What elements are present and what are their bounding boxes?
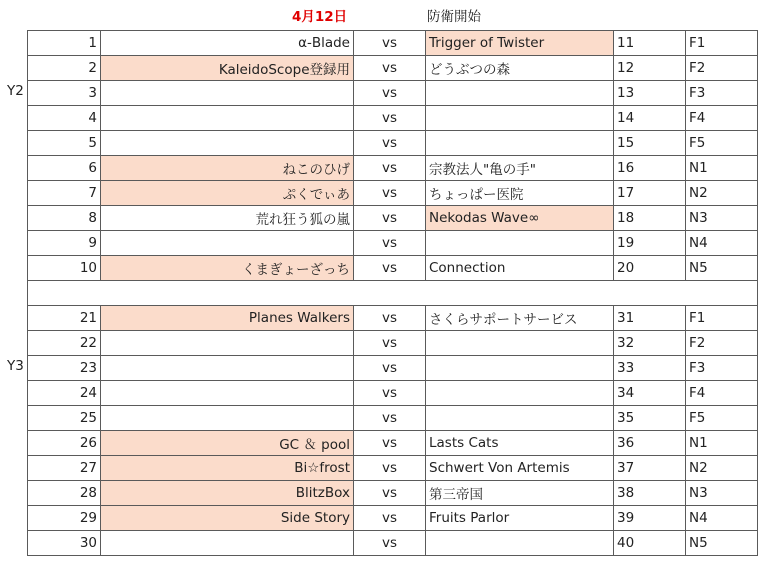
- opponent-name-cell[interactable]: [426, 81, 614, 106]
- opponent-number-cell[interactable]: 39: [614, 506, 686, 531]
- row-number-cell[interactable]: 2: [28, 56, 101, 81]
- defense-start-note: 防衛開始: [427, 9, 481, 25]
- table-row: [28, 431, 758, 456]
- opponent-number-cell[interactable]: 12: [614, 56, 686, 81]
- slot-cell[interactable]: F3: [686, 81, 758, 106]
- opponent-name-cell[interactable]: 宗教法人"亀の手": [426, 156, 614, 181]
- vs-cell[interactable]: vs: [354, 481, 426, 506]
- table-row: [28, 256, 758, 281]
- row-number-cell[interactable]: 27: [28, 456, 101, 481]
- vs-cell[interactable]: vs: [354, 381, 426, 406]
- team-name-cell[interactable]: [101, 131, 354, 156]
- opponent-name-cell[interactable]: Nekodas Wave∞: [426, 206, 614, 231]
- table-row: [28, 106, 758, 131]
- opponent-name-cell[interactable]: Trigger of Twister: [426, 31, 614, 56]
- separator-cell[interactable]: [28, 281, 758, 306]
- team-name-cell[interactable]: [101, 531, 354, 556]
- team-name-cell[interactable]: [101, 231, 354, 256]
- opponent-name-cell[interactable]: [426, 381, 614, 406]
- opponent-name-cell[interactable]: [426, 531, 614, 556]
- opponent-number-cell[interactable]: 31: [614, 306, 686, 331]
- team-name-cell[interactable]: GC ＆ pool: [101, 431, 354, 456]
- slot-cell[interactable]: N3: [686, 481, 758, 506]
- row-number-cell[interactable]: 9: [28, 231, 101, 256]
- opponent-number-cell[interactable]: 40: [614, 531, 686, 556]
- slot-cell[interactable]: F3: [686, 356, 758, 381]
- vs-cell[interactable]: vs: [354, 356, 426, 381]
- row-number-cell[interactable]: 30: [28, 531, 101, 556]
- vs-cell[interactable]: vs: [354, 456, 426, 481]
- opponent-number-cell[interactable]: 34: [614, 381, 686, 406]
- slot-cell[interactable]: N2: [686, 456, 758, 481]
- team-name-cell[interactable]: 荒れ狂う狐の嵐: [101, 206, 354, 231]
- slot-cell[interactable]: F4: [686, 106, 758, 131]
- slot-cell[interactable]: N5: [686, 531, 758, 556]
- group-label-y3: Y3: [7, 358, 24, 374]
- slot-cell[interactable]: N1: [686, 156, 758, 181]
- opponent-number-cell[interactable]: 20: [614, 256, 686, 281]
- table-row: [28, 306, 758, 331]
- team-name-cell[interactable]: KaleidoScope登録用: [101, 56, 354, 81]
- table-row: [28, 481, 758, 506]
- row-number-cell[interactable]: 10: [28, 256, 101, 281]
- row-number-cell[interactable]: 6: [28, 156, 101, 181]
- opponent-number-cell[interactable]: 18: [614, 206, 686, 231]
- group-label-y2: Y2: [7, 83, 24, 99]
- date-header: 4月12日: [292, 9, 348, 25]
- opponent-name-cell[interactable]: どうぶつの森: [426, 56, 614, 81]
- row-number-cell[interactable]: 8: [28, 206, 101, 231]
- team-name-cell[interactable]: ねこのひげ: [101, 156, 354, 181]
- table-row: [28, 456, 758, 481]
- opponent-number-cell[interactable]: 33: [614, 356, 686, 381]
- vs-cell[interactable]: vs: [354, 206, 426, 231]
- slot-cell[interactable]: N4: [686, 506, 758, 531]
- slot-cell[interactable]: F5: [686, 406, 758, 431]
- separator-row: [28, 281, 758, 306]
- table-row: [28, 356, 758, 381]
- team-name-cell[interactable]: α-Blade: [101, 31, 354, 56]
- team-name-cell[interactable]: BlitzBox: [101, 481, 354, 506]
- opponent-number-cell[interactable]: 15: [614, 131, 686, 156]
- team-name-cell[interactable]: ぷくでぃあ: [101, 181, 354, 206]
- opponent-name-cell[interactable]: ちょっぱー医院: [426, 181, 614, 206]
- row-number-cell[interactable]: 22: [28, 331, 101, 356]
- team-name-cell[interactable]: [101, 331, 354, 356]
- slot-cell[interactable]: F5: [686, 131, 758, 156]
- table-row: [28, 406, 758, 431]
- opponent-name-cell[interactable]: [426, 356, 614, 381]
- row-number-cell[interactable]: 28: [28, 481, 101, 506]
- table-row: [28, 331, 758, 356]
- row-number-cell[interactable]: 5: [28, 131, 101, 156]
- row-number-cell[interactable]: 3: [28, 81, 101, 106]
- table-row: [28, 381, 758, 406]
- opponent-number-cell[interactable]: 14: [614, 106, 686, 131]
- opponent-number-cell[interactable]: 35: [614, 406, 686, 431]
- row-number-cell[interactable]: 25: [28, 406, 101, 431]
- slot-cell[interactable]: N3: [686, 206, 758, 231]
- vs-cell[interactable]: vs: [354, 406, 426, 431]
- opponent-name-cell[interactable]: 第三帝国: [426, 481, 614, 506]
- vs-cell[interactable]: vs: [354, 156, 426, 181]
- opponent-number-cell[interactable]: 38: [614, 481, 686, 506]
- vs-cell[interactable]: vs: [354, 31, 426, 56]
- vs-cell[interactable]: vs: [354, 306, 426, 331]
- slot-cell[interactable]: N2: [686, 181, 758, 206]
- row-number-cell[interactable]: 26: [28, 431, 101, 456]
- match-table: [27, 30, 758, 556]
- opponent-number-cell[interactable]: 11: [614, 31, 686, 56]
- team-name-cell[interactable]: Bi☆frost: [101, 456, 354, 481]
- vs-cell[interactable]: vs: [354, 506, 426, 531]
- team-name-cell[interactable]: [101, 106, 354, 131]
- vs-cell[interactable]: vs: [354, 81, 426, 106]
- table-row: [28, 81, 758, 106]
- opponent-number-cell[interactable]: 19: [614, 231, 686, 256]
- team-name-cell[interactable]: Side Story: [101, 506, 354, 531]
- slot-cell[interactable]: F1: [686, 31, 758, 56]
- table-row: [28, 181, 758, 206]
- slot-cell[interactable]: N5: [686, 256, 758, 281]
- row-number-cell[interactable]: 23: [28, 356, 101, 381]
- opponent-name-cell[interactable]: Lasts Cats: [426, 431, 614, 456]
- opponent-name-cell[interactable]: [426, 331, 614, 356]
- vs-cell[interactable]: vs: [354, 256, 426, 281]
- team-name-cell[interactable]: [101, 356, 354, 381]
- table-row: [28, 131, 758, 156]
- row-number-cell[interactable]: 24: [28, 381, 101, 406]
- table-row: [28, 506, 758, 531]
- row-number-cell[interactable]: 29: [28, 506, 101, 531]
- vs-cell[interactable]: vs: [354, 531, 426, 556]
- row-number-cell[interactable]: 7: [28, 181, 101, 206]
- slot-cell[interactable]: F2: [686, 331, 758, 356]
- slot-cell[interactable]: F2: [686, 56, 758, 81]
- table-row: [28, 31, 758, 56]
- row-number-cell[interactable]: 1: [28, 31, 101, 56]
- vs-cell[interactable]: vs: [354, 431, 426, 456]
- team-name-cell[interactable]: [101, 81, 354, 106]
- table-row: [28, 56, 758, 81]
- opponent-name-cell[interactable]: [426, 231, 614, 256]
- opponent-name-cell[interactable]: [426, 131, 614, 156]
- vs-cell[interactable]: vs: [354, 56, 426, 81]
- team-name-cell[interactable]: [101, 406, 354, 431]
- table-row: [28, 531, 758, 556]
- opponent-number-cell[interactable]: 32: [614, 331, 686, 356]
- slot-cell[interactable]: F4: [686, 381, 758, 406]
- slot-cell[interactable]: N4: [686, 231, 758, 256]
- vs-cell[interactable]: vs: [354, 181, 426, 206]
- slot-cell[interactable]: F1: [686, 306, 758, 331]
- slot-cell[interactable]: N1: [686, 431, 758, 456]
- opponent-number-cell[interactable]: 13: [614, 81, 686, 106]
- opponent-name-cell[interactable]: さくらサポートサービス: [426, 306, 614, 331]
- team-name-cell[interactable]: [101, 381, 354, 406]
- table-row: [28, 206, 758, 231]
- opponent-name-cell[interactable]: [426, 106, 614, 131]
- row-number-cell[interactable]: 21: [28, 306, 101, 331]
- vs-cell[interactable]: vs: [354, 131, 426, 156]
- opponent-number-cell[interactable]: 16: [614, 156, 686, 181]
- row-number-cell[interactable]: 4: [28, 106, 101, 131]
- opponent-name-cell[interactable]: [426, 406, 614, 431]
- vs-cell[interactable]: vs: [354, 231, 426, 256]
- opponent-number-cell[interactable]: 37: [614, 456, 686, 481]
- opponent-name-cell[interactable]: Schwert Von Artemis: [426, 456, 614, 481]
- opponent-name-cell[interactable]: Fruits Parlor: [426, 506, 614, 531]
- table-row: [28, 231, 758, 256]
- team-name-cell[interactable]: くまぎょーざっち: [101, 256, 354, 281]
- opponent-number-cell[interactable]: 17: [614, 181, 686, 206]
- opponent-number-cell[interactable]: 36: [614, 431, 686, 456]
- vs-cell[interactable]: vs: [354, 106, 426, 131]
- opponent-name-cell[interactable]: Connection: [426, 256, 614, 281]
- table-row: [28, 156, 758, 181]
- vs-cell[interactable]: vs: [354, 331, 426, 356]
- team-name-cell[interactable]: Planes Walkers: [101, 306, 354, 331]
